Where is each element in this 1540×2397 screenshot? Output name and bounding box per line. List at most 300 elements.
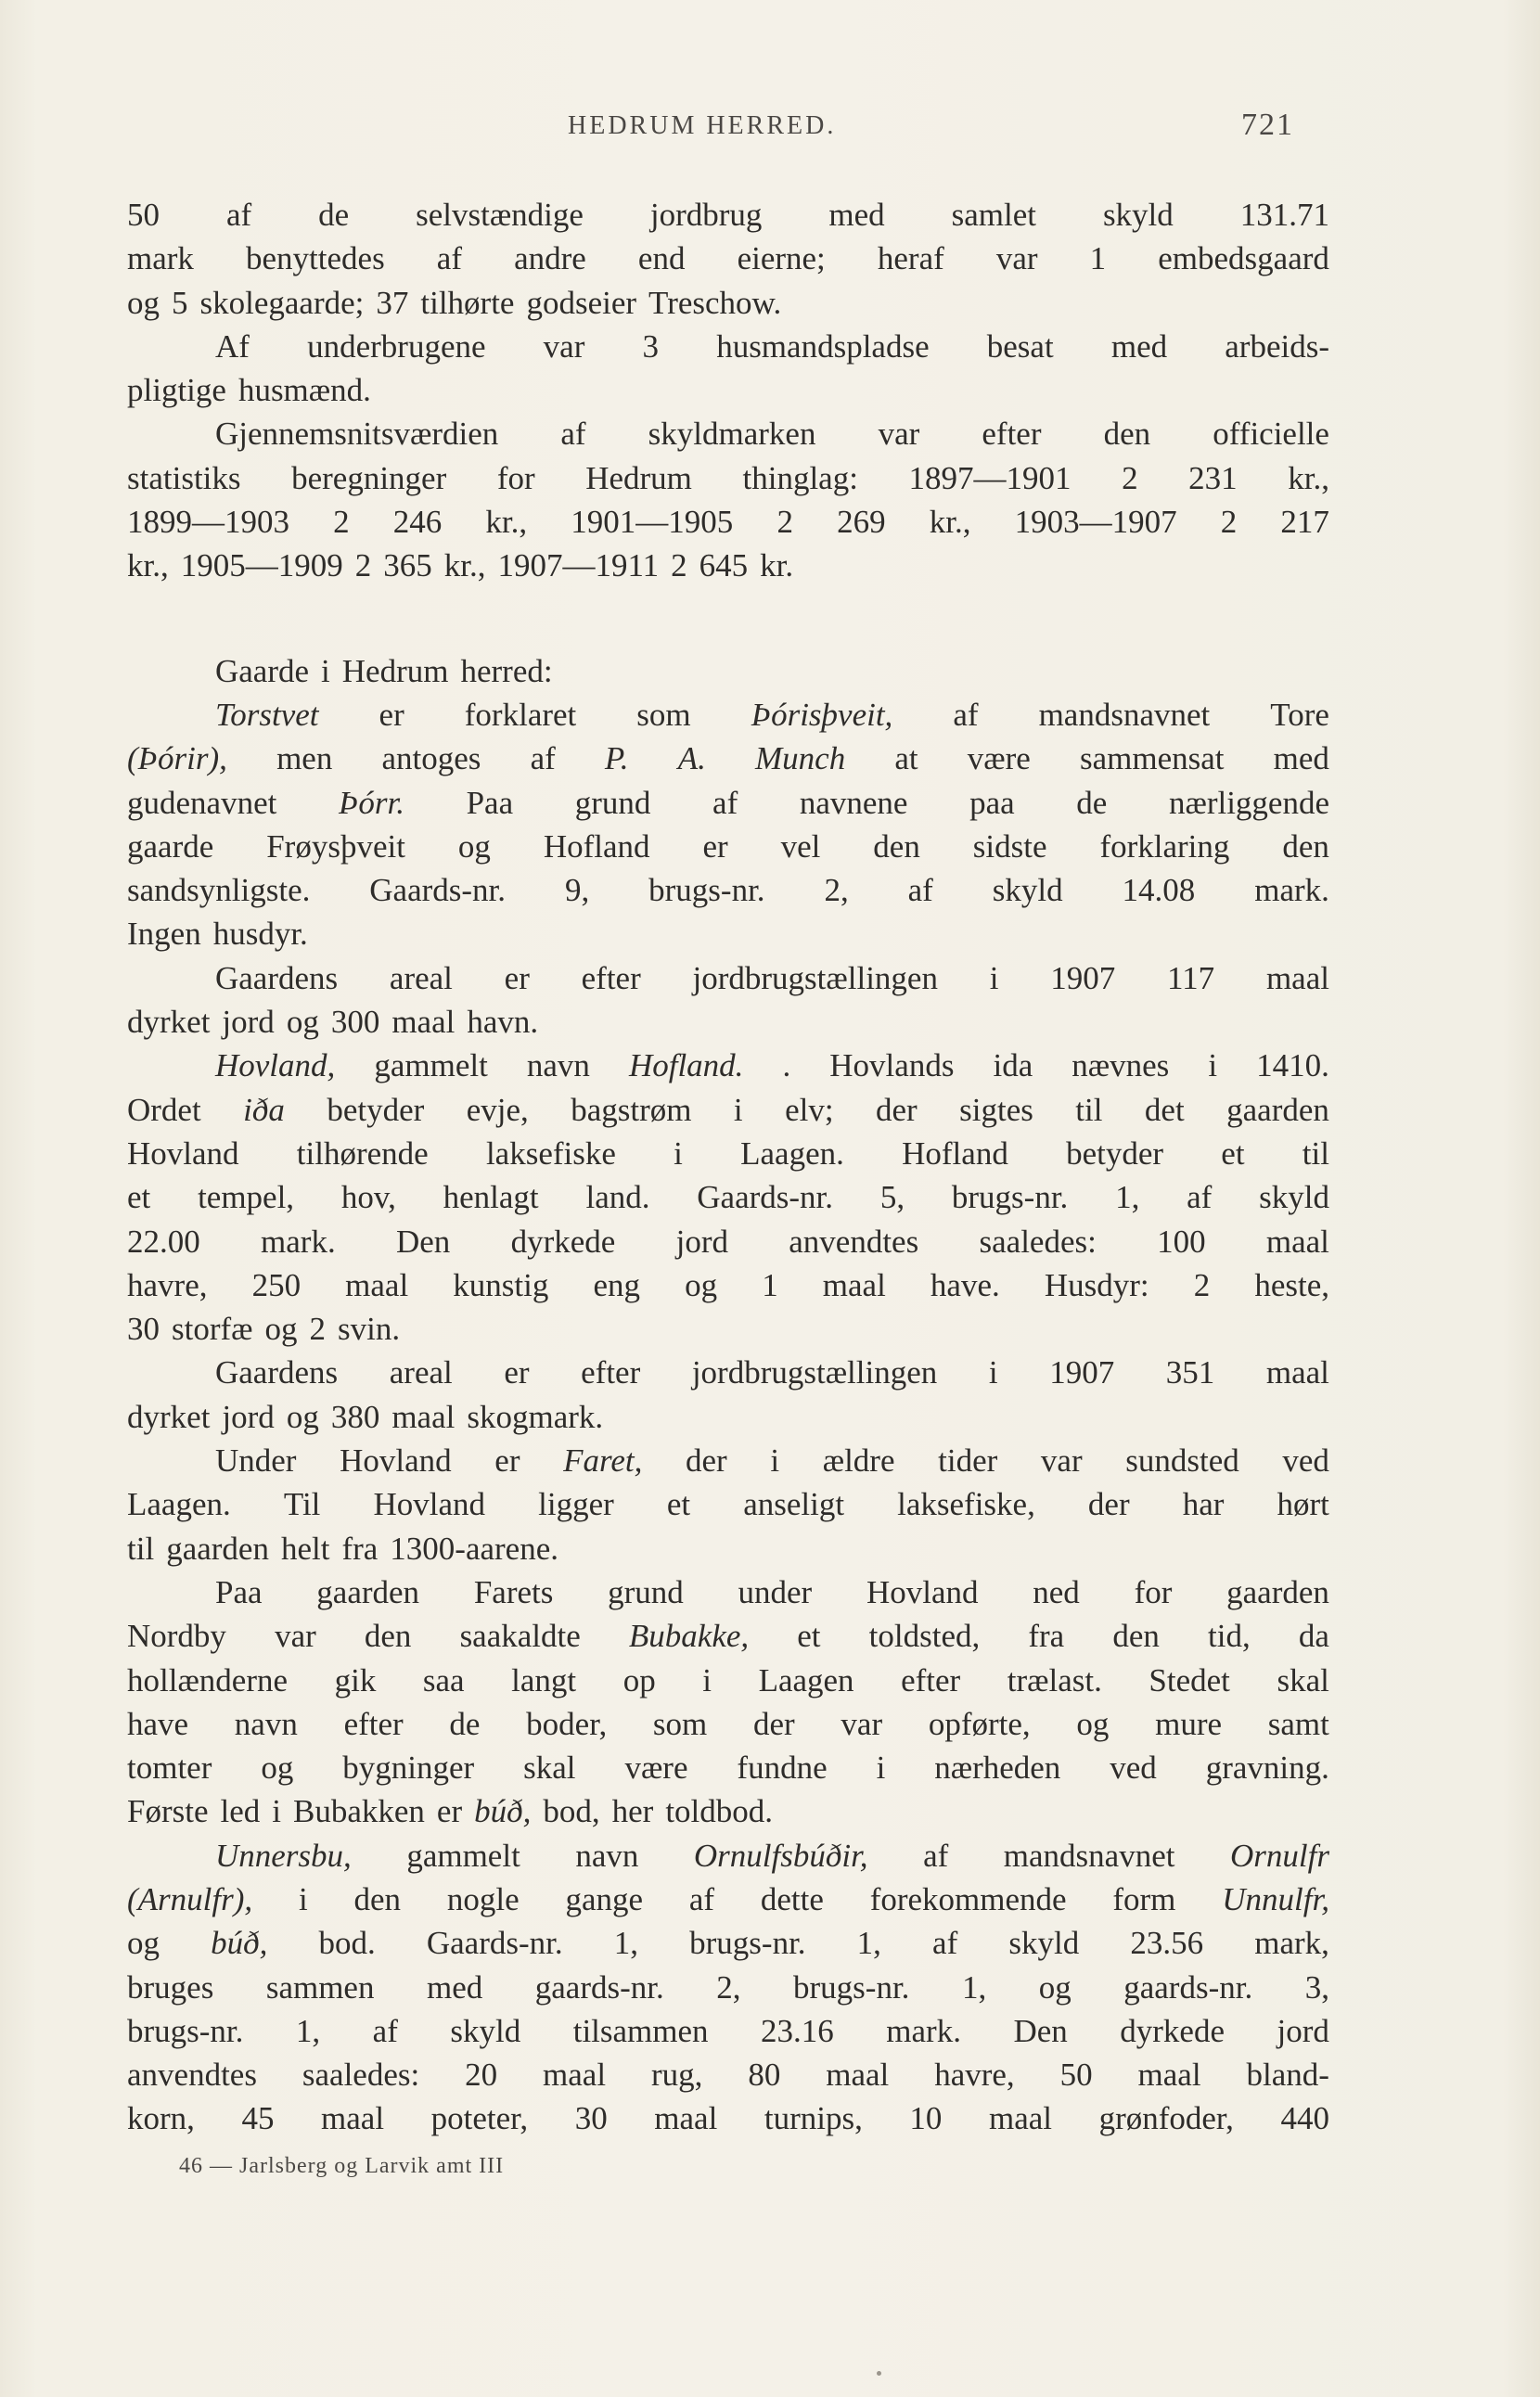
word: 231 (1188, 459, 1238, 496)
signature-mark: 46 — Jarlsberg og Larvik amt III (179, 2154, 505, 2178)
word: Gaards-nr. (426, 1925, 563, 1962)
word: var (841, 1705, 883, 1742)
word: 3 (642, 327, 660, 365)
word: maal (654, 2100, 718, 2137)
word: havn. (467, 1004, 539, 1041)
word: 23.56 (1130, 1925, 1204, 1962)
word: sidste (972, 827, 1047, 865)
word: dyrket (127, 1004, 211, 1041)
word: 1 (1089, 240, 1107, 277)
word: 14.08 (1122, 872, 1196, 909)
word: arbeids- (1225, 327, 1329, 365)
word: nævnes (1072, 1047, 1170, 1084)
word: dyrkede (1120, 2012, 1225, 2049)
text-line (127, 325, 1329, 368)
word: Gaards-nr. (697, 1179, 834, 1216)
word: den (1282, 827, 1329, 865)
word: med (426, 1968, 483, 2006)
word: i (770, 1442, 780, 1480)
word: bod. (318, 1925, 376, 1962)
word: med (1273, 740, 1329, 777)
word: i (674, 1134, 683, 1172)
word: henlagt (443, 1179, 539, 1216)
word: ligger (538, 1486, 614, 1523)
word: Af (215, 327, 250, 365)
word: beregninger (291, 459, 447, 496)
word: efter (982, 416, 1042, 453)
word: Gaardens (215, 1354, 339, 1391)
word: Laagen. (127, 1486, 231, 1523)
word: samt (1267, 1705, 1329, 1742)
word: er (494, 1442, 520, 1480)
word: Ordet (127, 1091, 201, 1128)
word: skal (1277, 1661, 1329, 1698)
word: laksefiske (485, 1134, 616, 1172)
text-line (127, 956, 1329, 1000)
text-line (127, 693, 1329, 737)
word: jordbrugstællingen (692, 959, 938, 996)
word: maal (345, 1266, 409, 1303)
word: ida (993, 1047, 1033, 1084)
word: jord (1277, 2012, 1329, 2049)
word: kr., (929, 504, 971, 541)
word: langt (511, 1661, 577, 1698)
word: Under (215, 1442, 297, 1480)
word: Unnersbu, (215, 1837, 352, 1874)
word: maal (321, 2100, 385, 2137)
word: areal (389, 1354, 453, 1391)
word: et (797, 1618, 821, 1655)
section-heading (127, 649, 1329, 693)
word: Hovland (340, 1442, 452, 1480)
running-title: HEDRUM HERRED. (568, 111, 837, 140)
word: tempel, (198, 1179, 295, 1216)
word: Hofland (543, 827, 650, 865)
text-line (127, 1789, 1329, 1833)
word: 23.16 (761, 2012, 834, 2049)
word: evje, (466, 1091, 529, 1128)
word: Faret, (563, 1442, 643, 1480)
word: et (666, 1486, 691, 1523)
word: af (1187, 1179, 1213, 1216)
word: benyttedes (246, 240, 385, 277)
word: have. (930, 1266, 1000, 1303)
word: laksefiske, (897, 1486, 1035, 1523)
word: navnene (799, 784, 908, 821)
word: nærheden (934, 1750, 1061, 1787)
word: bruges (127, 1968, 214, 2006)
word: 1905—1909 (180, 547, 343, 584)
word: til (127, 1530, 155, 1567)
word: tilhørte (420, 284, 515, 321)
word: 5, (879, 1179, 905, 1216)
word: 2 (671, 547, 687, 584)
word: som (636, 696, 691, 733)
word: dyrket (127, 1398, 211, 1435)
word: pligtige (127, 372, 226, 409)
word: være (967, 740, 1031, 777)
text-line (127, 2053, 1329, 2096)
word: forklaret (464, 696, 577, 733)
word: maal (1265, 959, 1329, 996)
word: er (504, 959, 530, 996)
word: op (622, 1661, 656, 1698)
word: (Arnulfr), (127, 1880, 253, 1917)
word: Ornulfsbúðir, (693, 1837, 868, 1874)
word: var (543, 327, 585, 365)
section-gap (127, 588, 1329, 649)
word: ved (1110, 1750, 1157, 1787)
word: gaarden (316, 1573, 420, 1610)
word: anseligt (743, 1486, 845, 1523)
word: maal (826, 2057, 890, 2094)
word: Bubakken (293, 1793, 425, 1830)
word: end (637, 240, 686, 277)
word: var (878, 416, 920, 453)
text-line (127, 1395, 1329, 1439)
word: toldbod. (665, 1793, 774, 1830)
word: 1 (762, 1266, 778, 1303)
word: betyder (327, 1091, 425, 1128)
speck (877, 2371, 881, 2376)
word: nogle (446, 1880, 520, 1917)
word: som (652, 1705, 708, 1742)
text-line (127, 1307, 1329, 1351)
word: grund (574, 784, 651, 821)
text-line (127, 500, 1329, 544)
word: mark, (1254, 1925, 1329, 1962)
word: mark. (1254, 872, 1329, 909)
word: Paa (466, 784, 514, 821)
word: maal (1265, 1354, 1329, 1391)
word: Ingen (127, 916, 201, 953)
word: brugs-nr. (793, 1968, 910, 2006)
word: . (782, 1047, 791, 1084)
word: husmænd. (237, 372, 371, 409)
word: Gjennemsnitsværdien (215, 416, 499, 453)
word: vel (780, 827, 821, 865)
word: efter (901, 1661, 961, 1698)
text-line (127, 1921, 1329, 1965)
word: 2, (716, 1968, 741, 2006)
word: storfæ (172, 1311, 253, 1348)
word: Farets (473, 1573, 554, 1610)
word: maal (988, 2100, 1053, 2137)
word: at (894, 740, 918, 777)
word: i (702, 1661, 712, 1698)
word: brugs-nr. (951, 1179, 1069, 1216)
word: 300 (330, 1004, 380, 1041)
word: den (1103, 416, 1151, 453)
word: skyld (1259, 1179, 1329, 1216)
word: 2 (333, 504, 350, 541)
word: 365 (383, 547, 432, 584)
word: der (753, 1705, 795, 1742)
word: 1897—1901 (908, 459, 1072, 496)
word: 1, (1115, 1179, 1140, 1216)
word: af (372, 2012, 398, 2049)
text-line (127, 2009, 1329, 2053)
word: saakaldte (459, 1618, 581, 1655)
word: var (275, 1618, 316, 1655)
word: og (1076, 1705, 1110, 1742)
word: forekommende (869, 1880, 1067, 1917)
text-line (127, 1527, 1329, 1570)
body-text (127, 193, 1329, 2141)
word: (Þórir), (127, 740, 227, 777)
word: sammen (265, 1968, 375, 2006)
word: opførte, (928, 1705, 1031, 1742)
word: jord (222, 1004, 275, 1041)
text-line (127, 1878, 1329, 1921)
word: Unnulfr, (1222, 1880, 1329, 1917)
word: 1899—1903 (127, 504, 289, 541)
word: i (321, 652, 330, 689)
text-line (127, 1570, 1329, 1614)
text-line (127, 1220, 1329, 1263)
word: 380 (330, 1398, 380, 1435)
text-line (127, 825, 1329, 868)
word: betyder (1066, 1134, 1164, 1172)
word: Paa (215, 1573, 263, 1610)
word: tomter (127, 1750, 212, 1787)
word: saaledes: (979, 1223, 1097, 1260)
word: Til (283, 1486, 321, 1523)
word: til (1075, 1091, 1103, 1128)
word: Gaardens (215, 959, 339, 996)
word: for (1134, 1573, 1173, 1610)
word: skolegaarde; (199, 284, 365, 321)
word: helt (280, 1530, 330, 1567)
word: gaarden (1226, 1091, 1329, 1128)
word: Þórr. (338, 784, 404, 821)
word: Bubakke, (628, 1618, 750, 1655)
word: officielle (1213, 416, 1329, 453)
word: gaarden (1226, 1573, 1329, 1610)
word: land. (585, 1179, 650, 1216)
word: gaarde (127, 827, 214, 865)
word: nærliggende (1168, 784, 1329, 821)
word: saa (422, 1661, 465, 1698)
word: tilsammen (572, 2012, 709, 2049)
word: saaledes: (302, 2057, 420, 2094)
word: Gaarde (215, 652, 310, 689)
word: er (379, 696, 404, 733)
word: Gaards-nr. (369, 872, 507, 909)
word: de (1076, 784, 1108, 821)
word: form (1112, 1880, 1176, 1917)
word: Laagen (758, 1661, 854, 1698)
word: besat (986, 327, 1054, 365)
word: skal (523, 1750, 576, 1787)
text-line (127, 2096, 1329, 2140)
word: er (702, 827, 728, 865)
text-line (127, 912, 1329, 955)
word: den (364, 1618, 412, 1655)
word: maal (1265, 1223, 1329, 1260)
word: fra (341, 1530, 379, 1567)
word: til (1302, 1134, 1329, 1172)
word: Ornulfr (1230, 1837, 1329, 1874)
word: tid, (1208, 1618, 1251, 1655)
word: og (286, 1004, 319, 1041)
word: navn (526, 1047, 590, 1084)
word: elv; (785, 1091, 834, 1128)
word: det (1144, 1091, 1185, 1128)
word: ved (1282, 1442, 1329, 1480)
word: maal (543, 2057, 607, 2094)
text-line (127, 1175, 1329, 1219)
word: 117 (1166, 959, 1215, 996)
word: Munch (755, 740, 846, 777)
word: andre (514, 240, 586, 277)
word: og (127, 1925, 160, 1962)
text-line (127, 781, 1329, 825)
word: af (530, 740, 556, 777)
word: Første (127, 1793, 209, 1830)
word: Hedrum (585, 459, 692, 496)
word: da (1298, 1618, 1329, 1655)
word: antoges (381, 740, 481, 777)
word: havre, (127, 1266, 208, 1303)
word: jordbrug (649, 197, 763, 233)
word: 2 (1220, 504, 1238, 541)
word: mark. (886, 2012, 961, 2049)
word: er (504, 1354, 530, 1391)
word: maal (1137, 2057, 1201, 2094)
word: sundsted (1125, 1442, 1239, 1480)
word: Hovland (373, 1486, 486, 1523)
word: skyld (1008, 1925, 1080, 1962)
word: de (449, 1705, 481, 1742)
word: Den (395, 1223, 451, 1260)
word: Nordby (127, 1618, 226, 1655)
word: ned (1033, 1573, 1080, 1610)
word: dyrkede (510, 1223, 616, 1260)
word: skyld (992, 872, 1063, 909)
word: gange (565, 1880, 644, 1917)
word: i (298, 1880, 308, 1917)
word: Torstvet (215, 696, 319, 733)
word: 2 (1122, 459, 1138, 496)
word: 1907—1911 (497, 547, 660, 584)
word: jord (222, 1398, 275, 1435)
word: 1907 (1049, 1354, 1115, 1391)
word: mark (127, 240, 194, 277)
text-line (127, 1966, 1329, 2009)
word: fra (1028, 1618, 1065, 1655)
word: 131.71 (1239, 197, 1329, 233)
word: jordbrugstællingen (691, 1354, 938, 1391)
word: brugs-nr. (689, 1925, 806, 1962)
word: A. (677, 740, 706, 777)
word: gudenavnet (127, 784, 277, 821)
word: Hofland. (628, 1047, 744, 1084)
word: maal (822, 1266, 886, 1303)
word: i (733, 1091, 743, 1128)
word: eng (593, 1266, 641, 1303)
word: godseier (526, 284, 637, 321)
word: her (611, 1793, 654, 1830)
word: gravning. (1205, 1750, 1329, 1787)
text-line (127, 544, 1329, 587)
word: 1, (295, 2012, 321, 2049)
word: 9, (564, 872, 590, 909)
text-line (127, 1263, 1329, 1307)
word: maal (391, 1398, 456, 1435)
word: gammelt (374, 1047, 488, 1084)
word: et (127, 1179, 151, 1216)
word: skogmark. (467, 1398, 604, 1435)
word: skyldmarken (648, 416, 816, 453)
text-line (127, 1000, 1329, 1044)
word: den (353, 1880, 402, 1917)
word: hov, (340, 1179, 396, 1216)
word: 3, (1304, 1968, 1329, 2006)
word: Frøysþveit (266, 827, 405, 865)
word: og (457, 827, 491, 865)
word: grund (608, 1573, 684, 1610)
word: husdyr. (212, 916, 308, 953)
word: 37 (376, 284, 409, 321)
word: er (436, 1793, 463, 1830)
word: af (923, 1837, 949, 1874)
word: kr., (485, 504, 528, 541)
word: af (560, 416, 586, 453)
word: paa (969, 784, 1015, 821)
word: 1300-aarene. (390, 1530, 558, 1567)
word: dette (760, 1880, 824, 1917)
word: bagstrøm (571, 1091, 692, 1128)
word: mandsnavnet (1003, 1837, 1175, 1874)
word: 250 (251, 1266, 302, 1303)
word: med (828, 197, 885, 233)
word: iða (243, 1091, 285, 1128)
word: korn, (127, 2100, 195, 2137)
text-line (127, 1659, 1329, 1702)
word: havre, (934, 2057, 1015, 2094)
text-line (127, 1088, 1329, 1132)
word: 351 (1165, 1354, 1215, 1391)
word: heraf (877, 240, 944, 277)
word: tilhørende (296, 1134, 429, 1172)
text-line (127, 368, 1329, 412)
word: svin. (338, 1311, 401, 1348)
word: 217 (1280, 504, 1329, 541)
word: gaards-nr. (1123, 1968, 1253, 2006)
word: af (712, 784, 738, 821)
word: 1903—1907 (1014, 504, 1177, 541)
word: statistiks (127, 459, 241, 496)
word: tider (938, 1442, 998, 1480)
word: 269 (837, 504, 886, 541)
word: 20 (465, 2057, 498, 2094)
word: efter (581, 1354, 641, 1391)
word: underbrugene (307, 327, 486, 365)
word: 645 (699, 547, 749, 584)
word: gaards-nr. (534, 1968, 664, 2006)
word: i (876, 1750, 886, 1787)
word: Treschow. (648, 284, 782, 321)
word: boder, (526, 1705, 608, 1742)
word: 80 (748, 2057, 781, 2094)
text-line (127, 281, 1329, 325)
word: i (989, 959, 999, 996)
word: 2 (776, 504, 793, 541)
word: Hedrum (341, 652, 449, 689)
word: 50 (1059, 2057, 1093, 2094)
text-line (127, 1132, 1329, 1175)
